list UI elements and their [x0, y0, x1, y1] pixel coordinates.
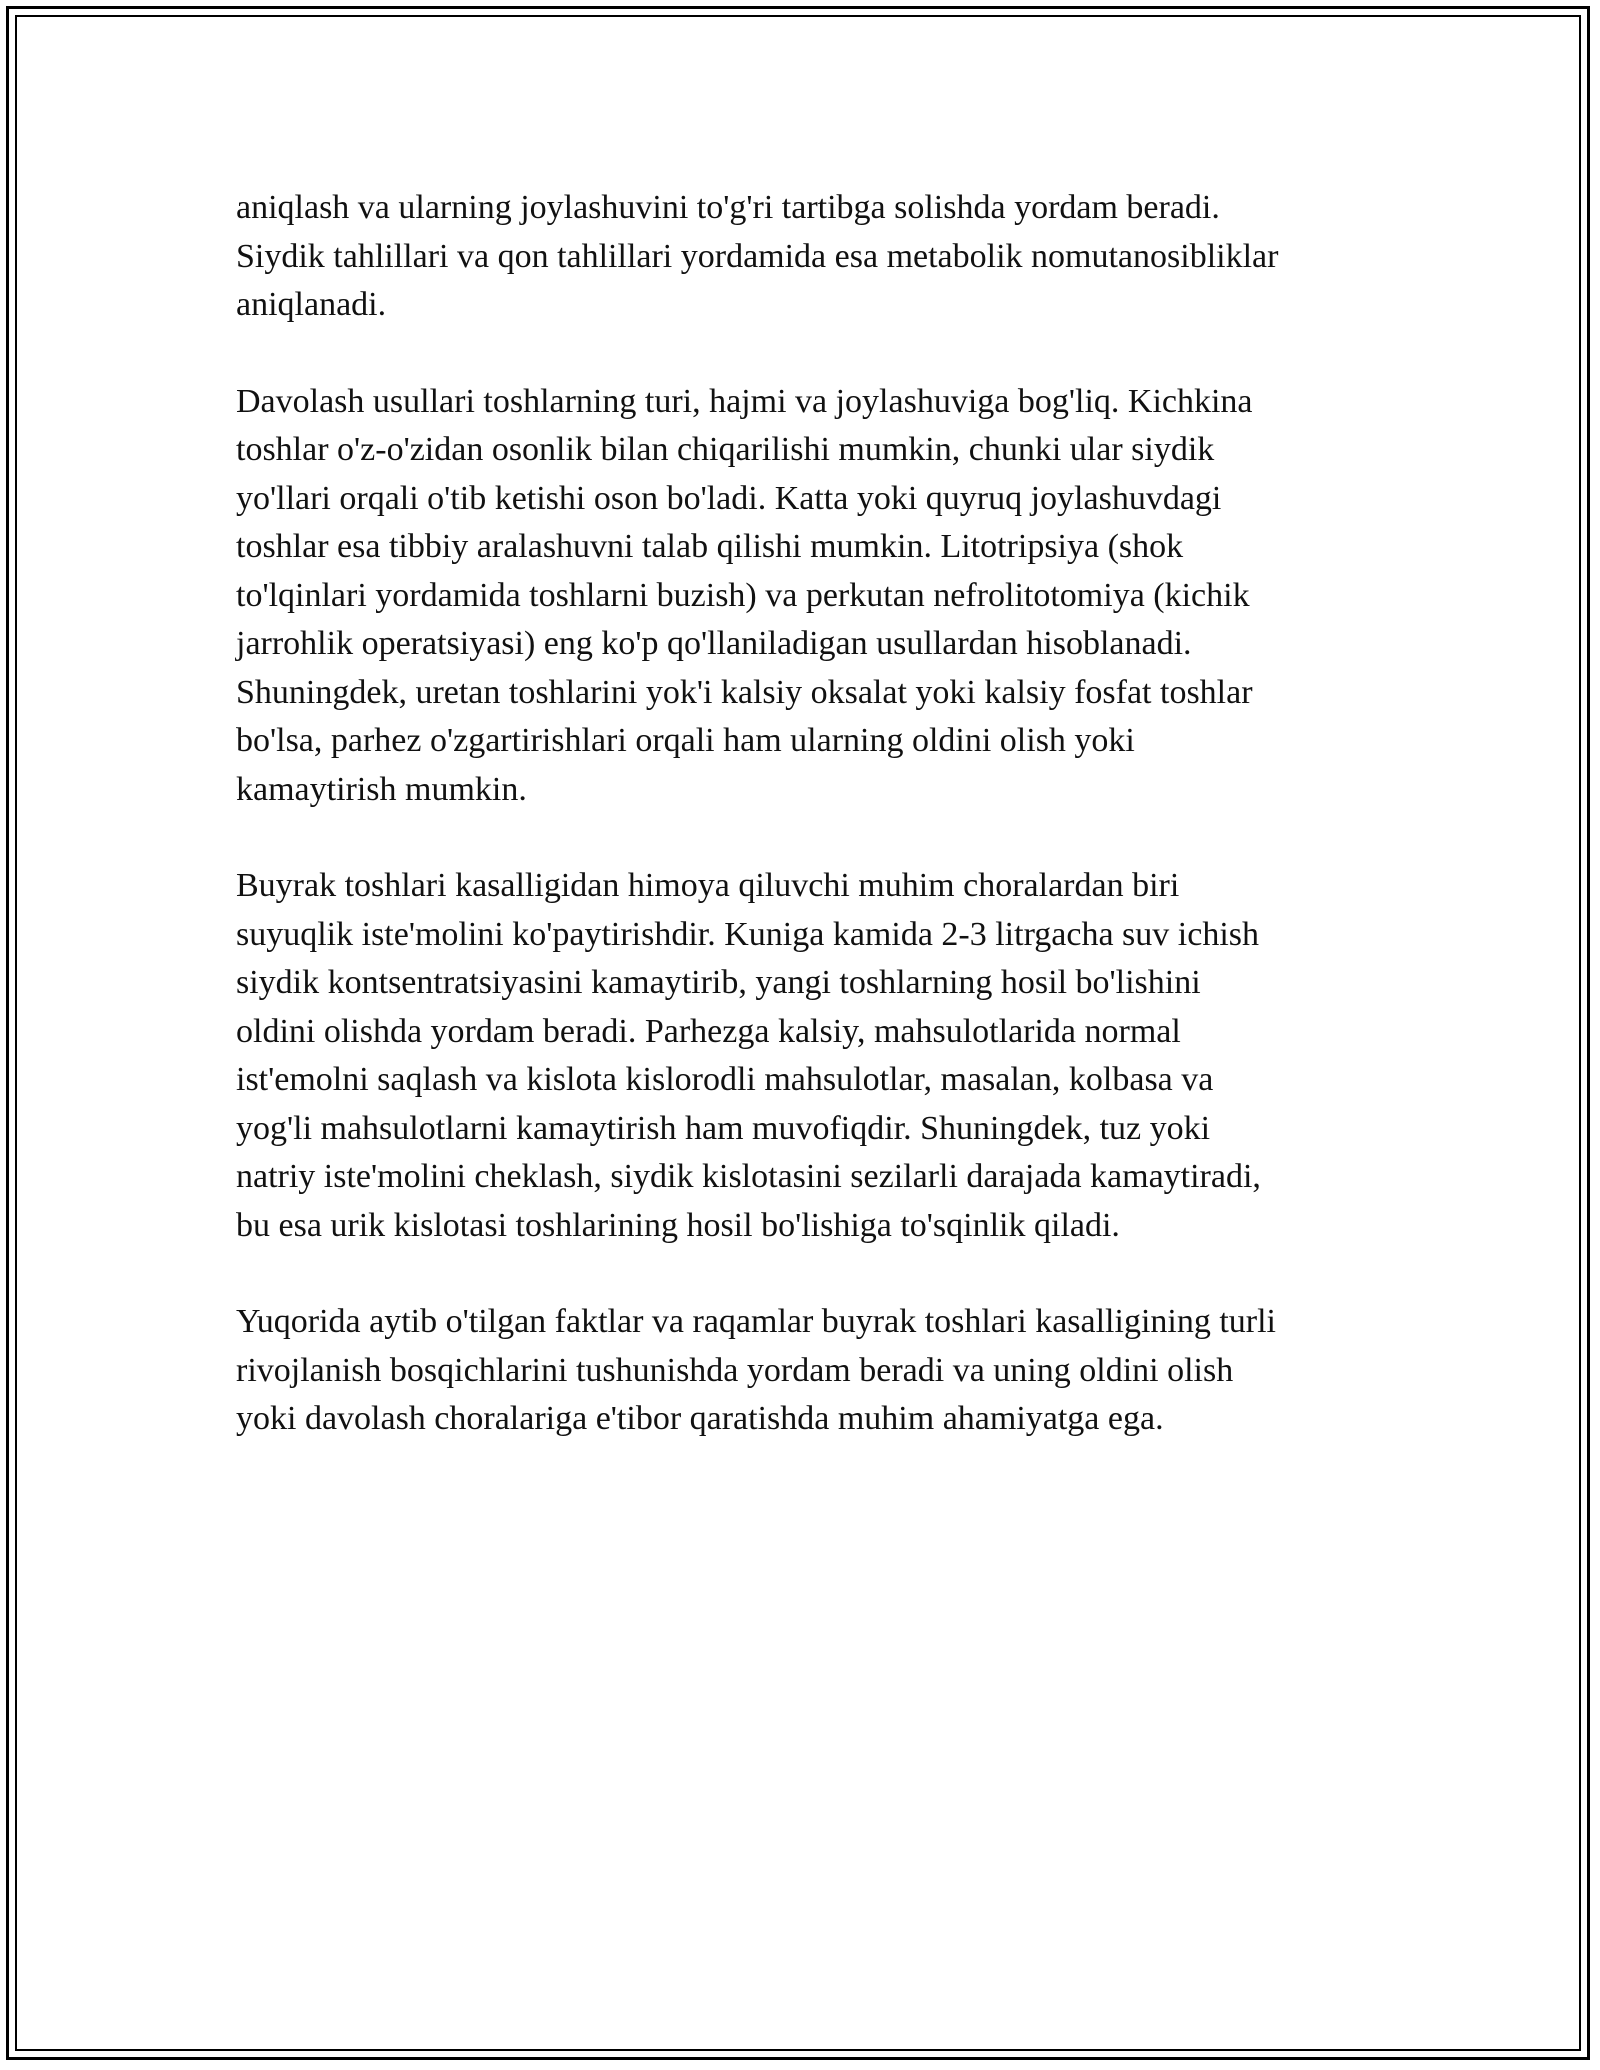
text-line: to'lqinlari yordamida toshlarni buzish) va perkutan nefrolitotomiya (kichik [236, 576, 1250, 614]
paragraph-prevention [236, 862, 1386, 1250]
text-line: siydik kontsentratsiyasini kamaytirib, yangi toshlarning hosil bo'lishini [236, 964, 1201, 1001]
paragraph-treatment [236, 378, 1386, 815]
text-line: natriy iste'molini cheklash, siydik kislotasini sezilarli darajada kamaytiradi, [236, 1158, 1261, 1195]
text-line: Yuqorida aytib o'tilgan faktlar va raqamlar buyrak toshlari kasalligining turli [236, 1303, 1277, 1340]
text-line: toshlar esa tibbiy aralashuvni talab qilishi mumkin. Litotripsiya (shok [236, 528, 1184, 565]
text-line: aniqlanadi. [236, 286, 387, 323]
text-line: suyuqlik iste'molini ko'paytirishdir. Kuniga kamida 2-3 litrgacha suv ichish [236, 915, 1260, 953]
text-line: rivojlanish bosqichlarini tushunishda yordam beradi va uning oldini olish [236, 1351, 1234, 1389]
paragraph-diagnosis [236, 184, 1386, 330]
paragraph-conclusion [236, 1298, 1386, 1444]
text-line: Buyrak toshlari kasalligidan himoya qiluvchi muhim choralardan biri [236, 867, 1180, 904]
text-line: oldini olishda yordam beradi. Parhezga kalsiy, mahsulotlarida normal [236, 1012, 1181, 1050]
text-line: toshlar o'z-o'zidan osonlik bilan chiqarilishi mumkin, chunki ular siydik [236, 431, 1215, 468]
text-line: yog'li mahsulotlarni kamaytirish ham muvofiqdir. Shuningdek, tuz yoki [236, 1109, 1211, 1147]
text-line: ist'emolni saqlash va kislota kislorodli mahsulotlar, masalan, kolbasa va [236, 1061, 1214, 1098]
text-line: aniqlash va ularning joylashuvini to'g'ri tartibga solishda yordam beradi. [236, 189, 1220, 226]
text-line: yoki davolash choralariga e'tibor qaratishda muhim ahamiyatga ega. [236, 1400, 1164, 1437]
text-line: jarrohlik operatsiyasi) eng ko'p qo'llaniladigan usullardan hisoblanadi. [236, 625, 1192, 662]
document-body [236, 184, 1386, 1492]
text-line: bo'lsa, parhez o'zgartirishlari orqali ham ularning oldini olish yoki [236, 722, 1135, 759]
text-line: yo'llari orqali o'tib ketishi oson bo'ladi. Katta yoki quyruq joylashuvdagi [236, 479, 1222, 517]
text-line: Siydik tahlillari va qon tahlillari yordamida esa metabolik nomutanosibliklar [236, 237, 1279, 275]
text-line: Shuningdek, uretan toshlarini yok'i kalsiy oksalat yoki kalsiy fosfat toshlar [236, 673, 1253, 711]
text-line: kamaytirish mumkin. [236, 770, 527, 808]
text-line: bu esa urik kislotasi toshlarining hosil bo'lishiga to'sqinlik qiladi. [236, 1206, 1120, 1244]
text-line: Davolash usullari toshlarning turi, hajmi va joylashuviga bog'liq. Kichkina [236, 382, 1253, 420]
